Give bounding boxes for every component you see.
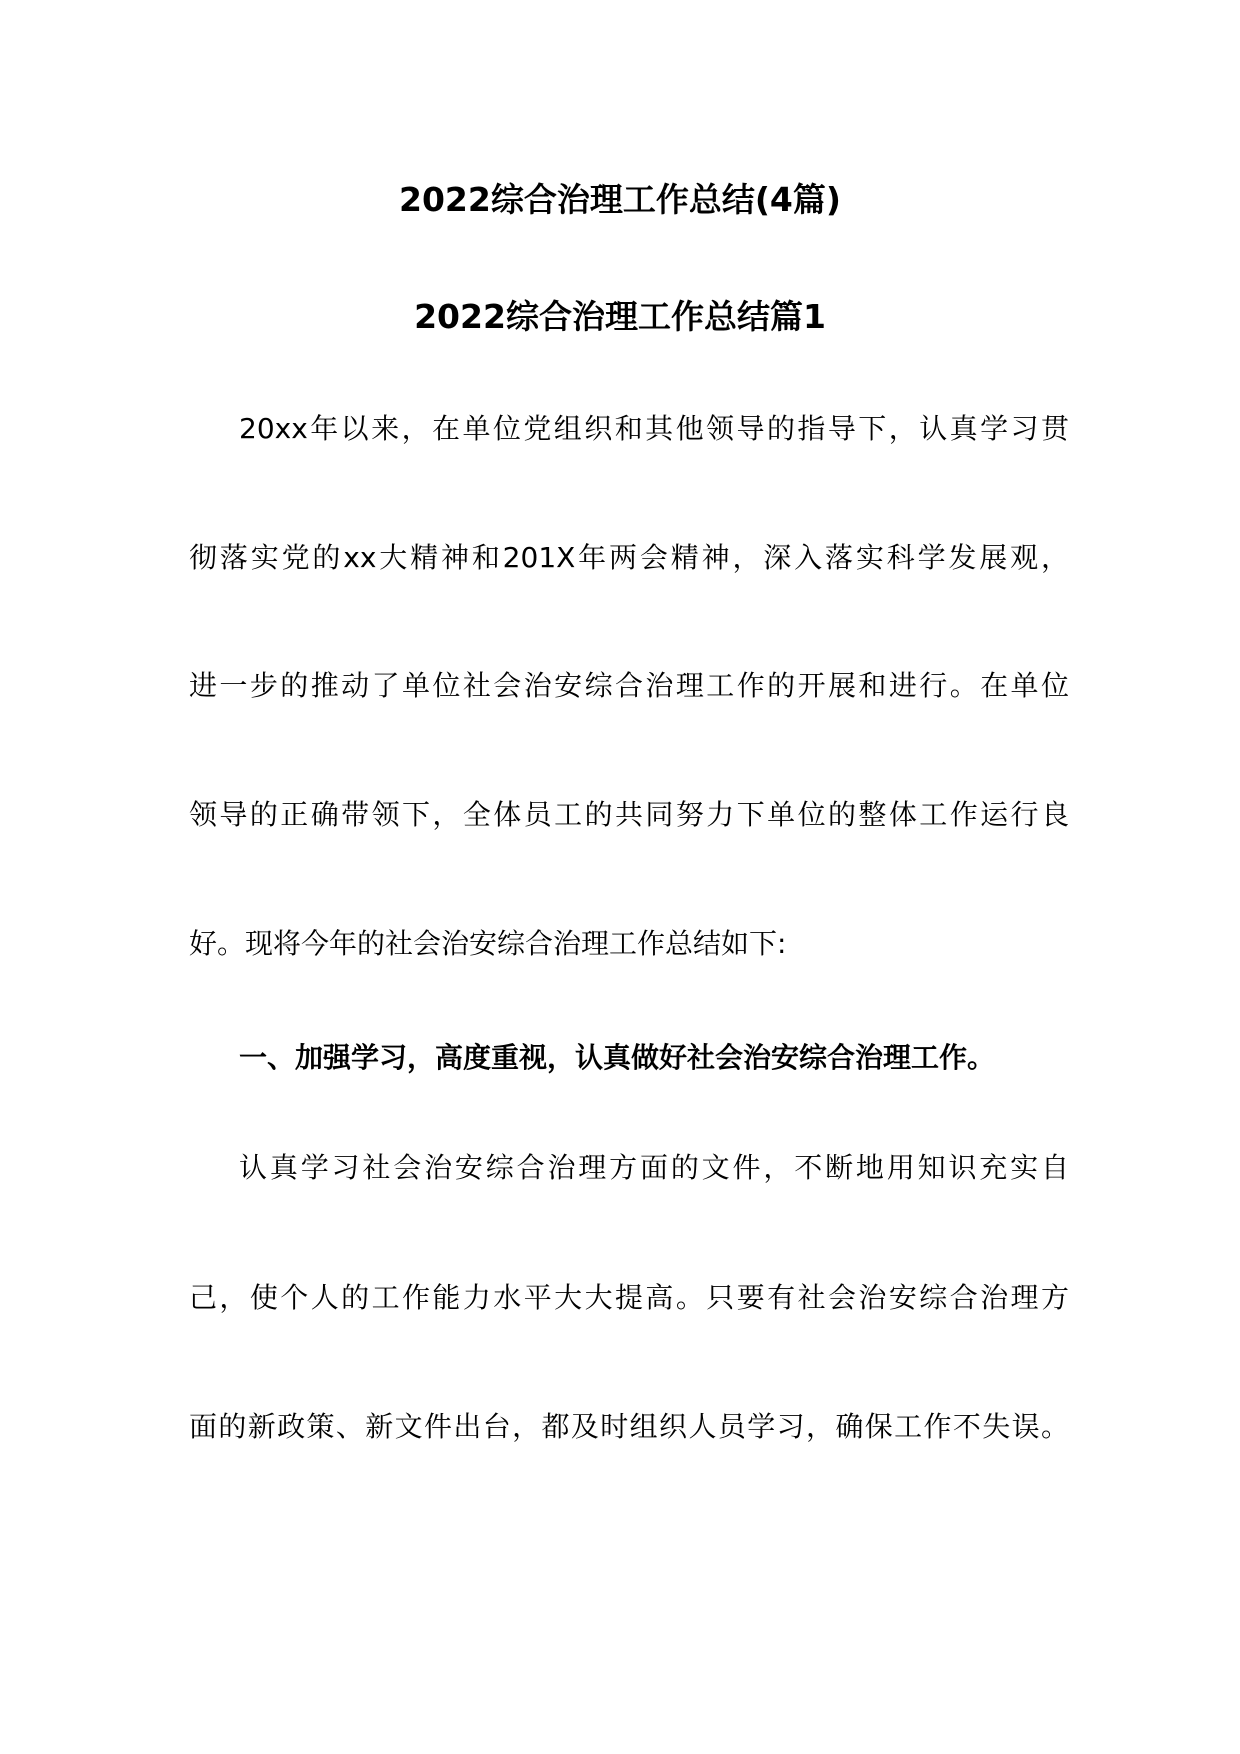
paragraph-line: 好。现将今年的社会治安综合治理工作总结如下:	[189, 927, 787, 960]
paragraph-line: 彻落实党的xx大精神和201X年两会精神，深入落实科学发展观，	[189, 541, 1069, 574]
paragraph-line: 认真学习社会治安综合治理方面的文件，不断地用知识充实自	[239, 1151, 1069, 1184]
document-subtitle: 2022综合治理工作总结篇1	[414, 297, 826, 336]
document-title: 2022综合治理工作总结(4篇)	[399, 180, 841, 219]
paragraph-line: 己，使个人的工作能力水平大大提高。只要有社会治安综合治理方	[189, 1281, 1069, 1314]
paragraph-line: 面的新政策、新文件出台，都及时组织人员学习，确保工作不失误。	[189, 1410, 1069, 1443]
paragraph-line: 20xx年以来，在单位党组织和其他领导的指导下，认真学习贯	[239, 412, 1069, 445]
paragraph-line: 领导的正确带领下，全体员工的共同努力下单位的整体工作运行良	[189, 798, 1069, 831]
paragraph-line: 进一步的推动了单位社会治安综合治理工作的开展和进行。在单位	[189, 669, 1069, 702]
section-heading: 一、加强学习，高度重视，认真做好社会治安综合治理工作。	[239, 1041, 996, 1074]
